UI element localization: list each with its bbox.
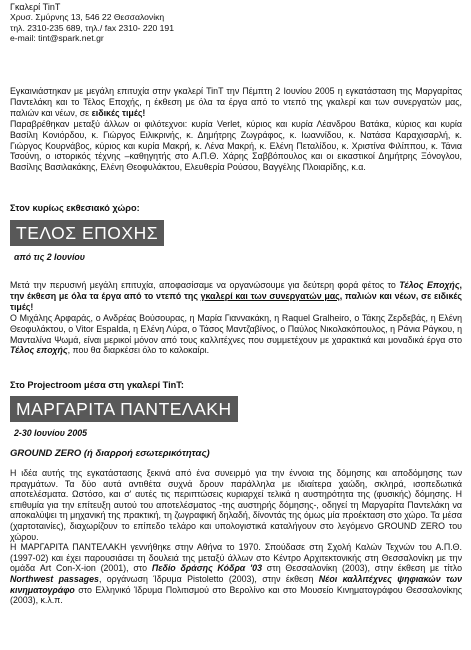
exhibition-title: Τέλος εποχής xyxy=(10,345,68,356)
text-segment: , την έκθεση με όλα τα έργα από το ντεπό της xyxy=(10,280,462,301)
intro-text: Εγκαινιάστηκαν με μεγάλη επιτυχία στην γκαλερί TinT την Πέμπτη 2 Ιουνίου 2005 η εγκατάσταση της Μαργαρίτας Παντελάκη και το Τέλος Εποχής, η έκθεση με όλα τα έργα από το ντεπό της γκαλερί και των συνεργατών μας, παλιών και νέων, σε xyxy=(10,86,462,118)
exhibition-title: Πεδίο δράσης Κόδρα '03 xyxy=(151,563,262,574)
main-space-text xyxy=(10,280,462,356)
special-prices: ειδικές τιμές! xyxy=(91,107,146,118)
text-segment: Η ΜΑΡΓΑΡΙΤΑ ΠΑΝΤΕΛΑΚΗ γεννήθηκε στην Αθήνα το 1970. Σπούδασε στη Σχολή Καλών Τεχνών του Α.Π.Θ. (1997-02) και έχει παρουσιάσει τη δουλειά της μεταξύ άλλων στο Κέντρο Αρχιτεκτονικής στη Θεσσαλονίκη με την ομάδα Art Con-X-ion (2001), στο xyxy=(10,542,462,574)
exhibition-title: Northwest passages xyxy=(10,573,99,584)
text-segment: Μετά την περυσινή μεγάλη επιτυχία, αποφασίσαμε να οργανώσουμε για δεύτερη φορά φέτος το xyxy=(10,280,400,290)
telos-epoxis-banner: ΤΕΛΟΣ ΕΠΟΧΗΣ xyxy=(10,220,164,246)
special-prices: ειδικές τιμές! xyxy=(10,290,462,312)
artist-bio-paragraph xyxy=(10,542,462,606)
main-space-label: Στον κυρίως εκθεσιακό χώρο: xyxy=(10,203,140,213)
main-space-paragraph-2 xyxy=(10,313,462,357)
gallery-address: Χρυσ. Σμύρνης 13, 546 22 Θεσσαλονίκη xyxy=(10,12,165,23)
ground-zero-paragraph-1: Η ιδέα αυτής της εγκατάστασης ξεκινά από ένα συνειρμό για την έννοια της δόμησης και αποδόμησης των πραγμάτων. Τα δύο αυτά αντιθέτα συχνά δρουν παράλληλα με ιδιαίτερα χαώδη, σκληρά, ισοπεδωτικά αποτελέσματα. Ωστόσο, και σ' αυτές τις περιπτώσεις κυριαρχεί τελικά η αυστηρότητα της (φυσικής) δόμησης. Η επιθυμία για την επίτευξη αυτού του αποτελέσματος -της αυστηρής δόμησης-, οδηγεί τη Μαργαρίτα Παντελάκη να αποκαλύψει τη μηχανική της πρακτική, τη ζωγραφική δηλαδή, δίνοντάς της όμως μία προέκταση στο χώρο. Τα μέσα (χαρτοταινίες), διαχωρίζουν το επίπεδο τελάρο και υπολογιστικά καταλήγουν στο λεγόμενο GROUND ZERO του χώρου. xyxy=(10,468,462,542)
ground-zero-text xyxy=(10,468,462,606)
gallery-email: e-mail: tint@spark.net.gr xyxy=(10,33,104,44)
text-segment: , οργάνωση Ίδρυμα Pistoletto (2003), στην έκθεση xyxy=(98,573,319,584)
text-segment: γκαλερί και των συνεργατών μας xyxy=(200,290,340,301)
text-segment: στη Θεσσαλονίκη (2003), στην έκθεση με τίτλο xyxy=(262,563,462,574)
gallery-phone: τηλ. 2310-235 689, τηλ./ fax 2310- 220 191 xyxy=(10,22,174,33)
projectroom-label: Στο Projectroom μέσα στη γκαλερί TinT: xyxy=(10,380,184,390)
projectroom-dates: 2-30 Ιουνίου 2005 xyxy=(14,428,87,438)
main-space-date: από τις 2 Ιουνίου xyxy=(14,252,85,262)
intro-section xyxy=(10,86,462,173)
main-space-paragraph-1 xyxy=(10,280,462,313)
intro-paragraph-2: Παραβρέθηκαν μεταξύ άλλων οι φιλότεχνοι: κυρία Verlet, κύριος και κυρία Λέανδρου Βατάκα, κύριος και κυρία Βασίλη Κονιόρδου, κ. Γιώργος Ειλικρινής, κ. Δημήτρης Ζωγράφος, κ. Ιωαννίδου, κ. Νατάσα Καραχισαρλή, κ. Γιώργος Κουρνάβος, κύριος και κυρία Μακρή, κ. Λένα Μακρή, κ. Ελένη Πεταλίδου, κ. Χριστίνα Φιλίππου, κ. Τάνια Τσούνη, ο ιστορικός τέχνης –καθηγητής στο Α.Π.Θ. Χάρης Σαββόπουλος και οι εικαστικοί Δημήτρης Ξόνογλου, Βασίλης Βασιλακάκης, Ελένη Θεοφυλάκτου, Ελευθερία Ρούσου, Βαγγέλης Πλοιαρίδης, κ.α. xyxy=(10,118,462,173)
pantelaki-banner: ΜΑΡΓΑΡΙΤΑ ΠΑΝΤΕΛΑΚΗ xyxy=(10,396,238,422)
text-segment: Ο Μιχάλης Αρφαράς, ο Ανδρέας Βούσουρας, η Μαρία Γιαννακάκη, η Raquel Gralheiro, ο Τάκης Ζερδεβάς, η Ελένη Θεοφυλάκτου, ο Vitor Espalda, η Ελένη Λύρα, ο Τάσος Μαντζαβίνος, ο Παύλος Νικολακόπουλος, η Ράνια Ράγκου, η Μανταλίνα Ψωμά, είναι μερικοί μόνον από τους καλλιτέχνες που συμμετέχουν με χαρακτικά και μοναδικά έργα στο xyxy=(10,312,462,345)
ground-zero-heading: GROUND ZERO (ή διαρροή εσωτερικότητας) xyxy=(10,448,210,459)
text-segment: , που θα διαρκέσει όλο το καλοκαίρι. xyxy=(67,345,210,356)
exhibition-title: Τέλος Εποχής xyxy=(399,280,460,290)
text-segment: στο Ελληνικό Ίδρυμα Πολιτισμού στο Βερολίνο και στο Μουσείο Κινηματογράφου Θεσσαλονίκης (2003), κ.λ.π. xyxy=(10,584,462,606)
gallery-header xyxy=(10,2,310,44)
intro-paragraph-1 xyxy=(10,86,462,119)
text-segment: , παλιών και νέων, σε xyxy=(339,290,434,301)
gallery-name: Γκαλερί TinT xyxy=(10,2,61,12)
exhibition-title: Νέοι καλλιτέχνες ψηφιακών των κινηματογράφο xyxy=(10,573,463,595)
